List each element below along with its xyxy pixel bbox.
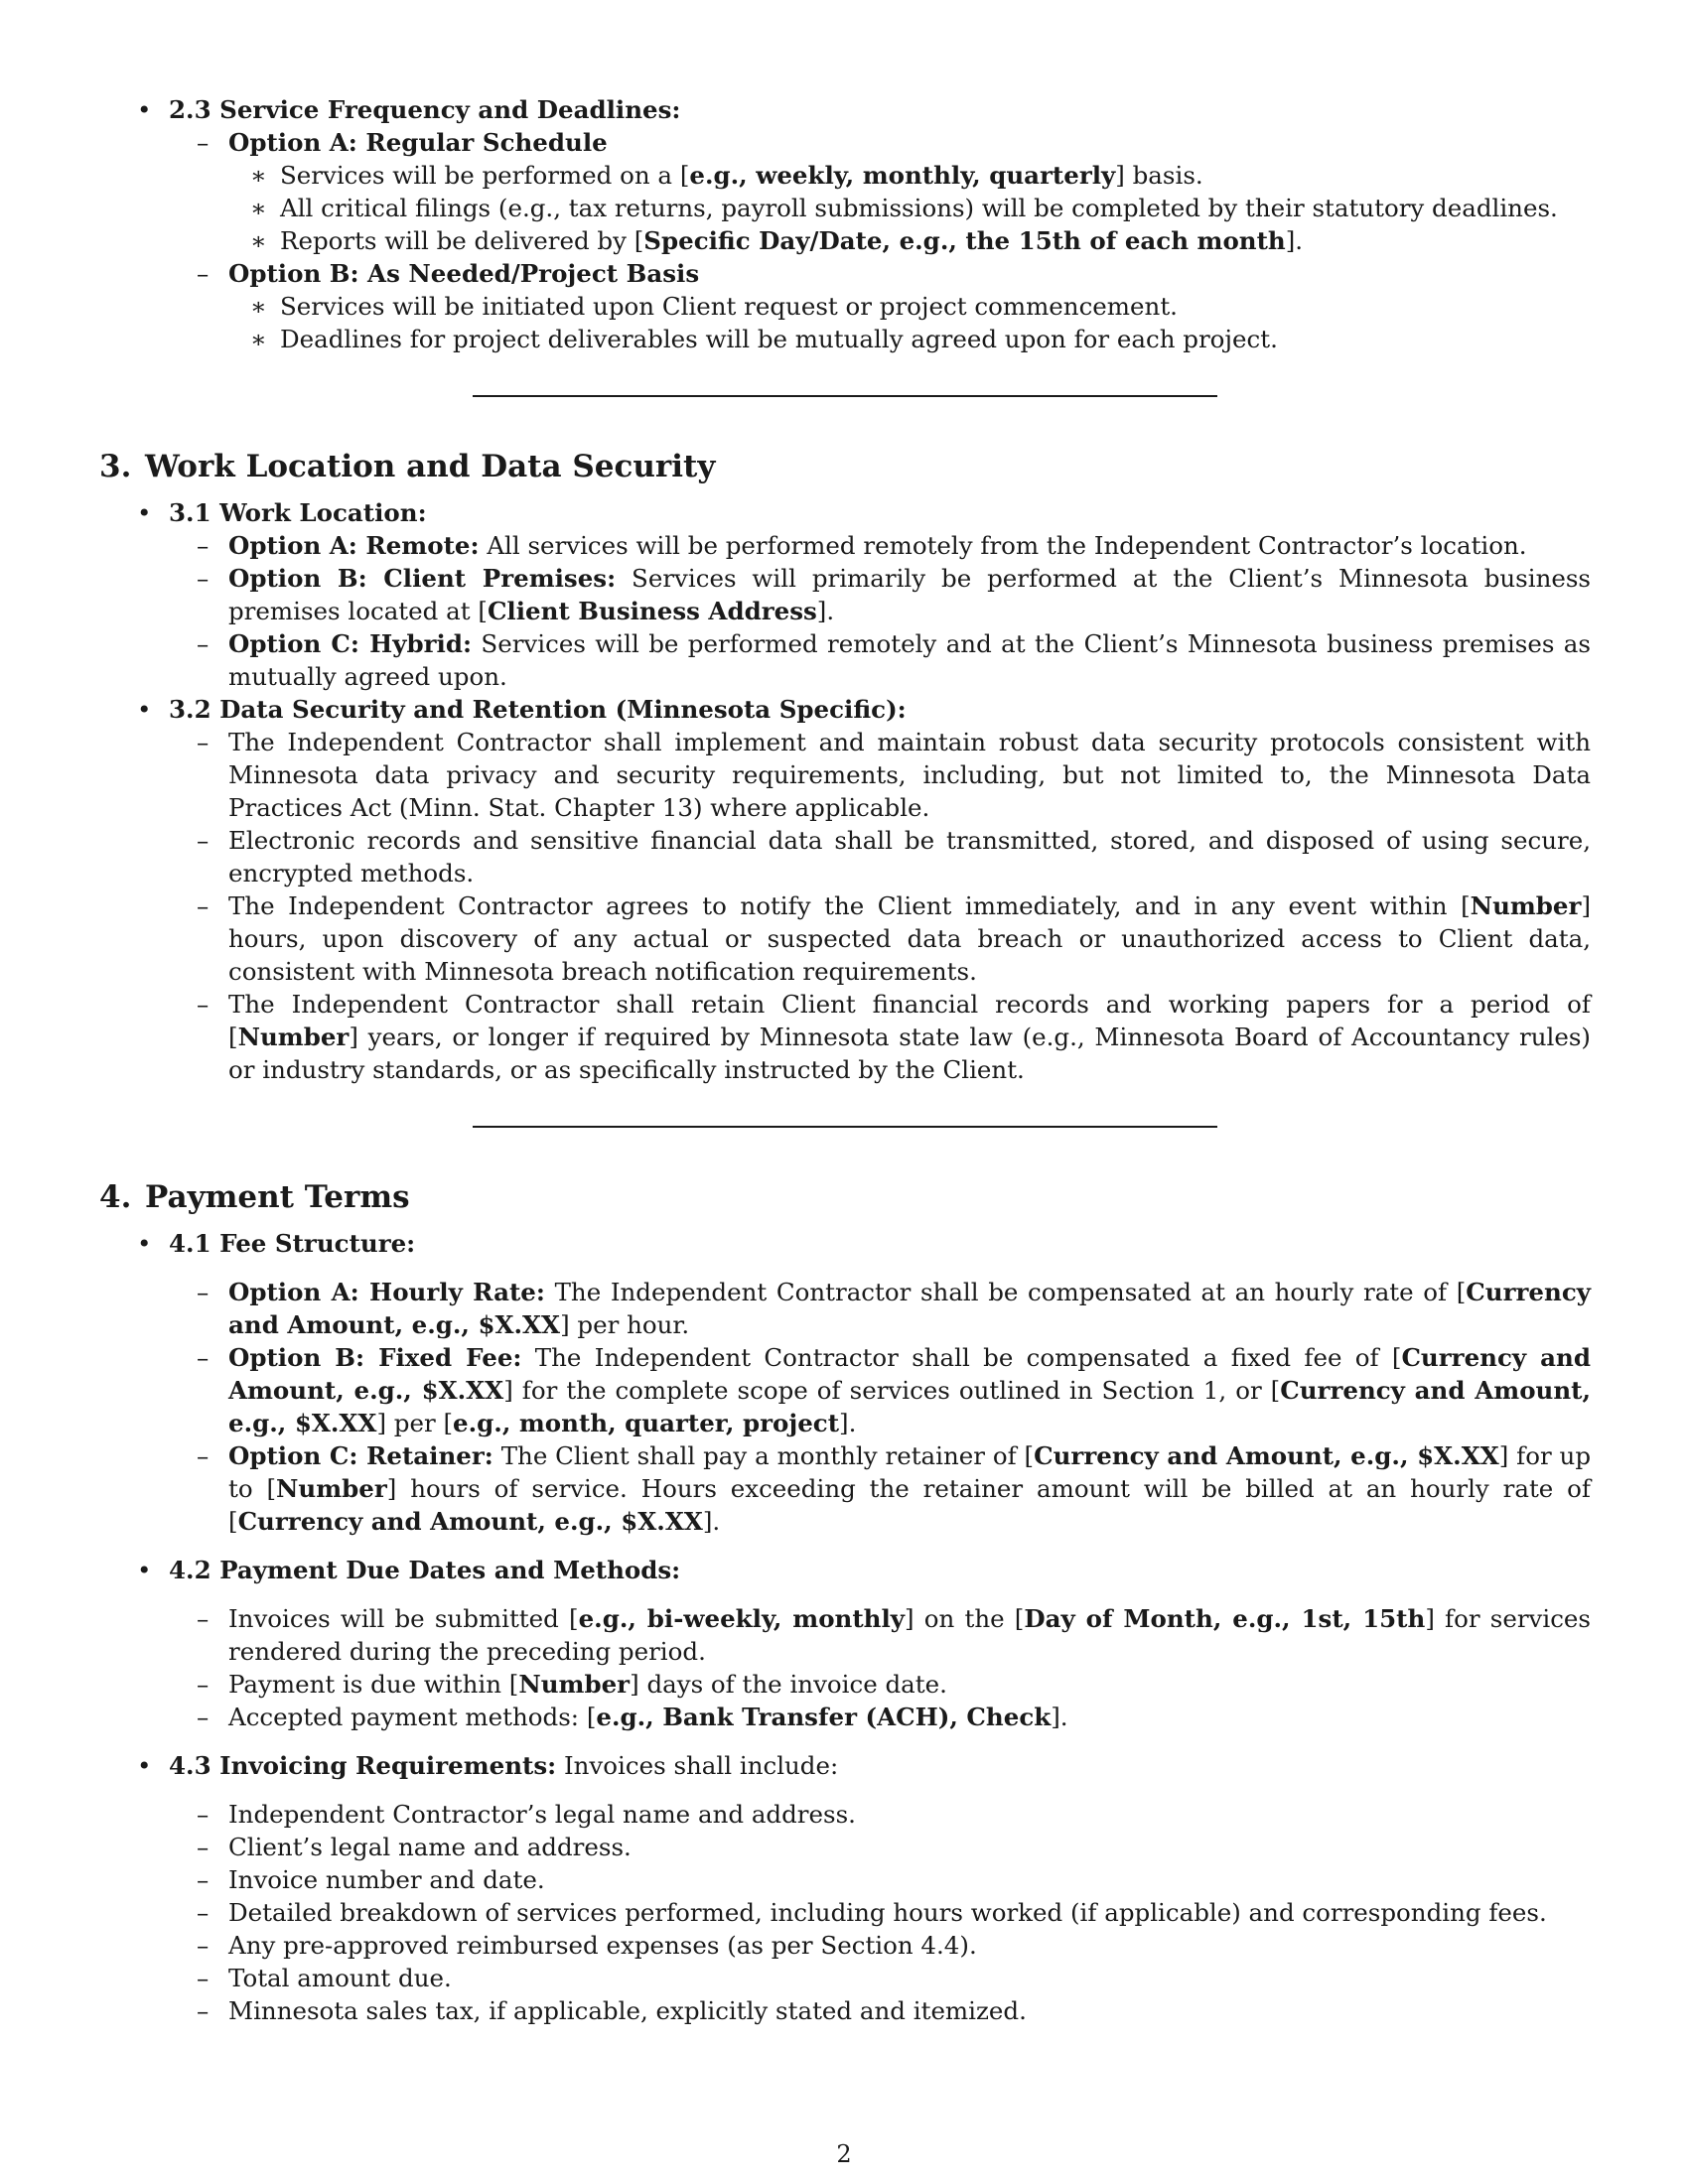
list-item: ∗ Services will be initiated upon Client request or project commencement.	[250, 292, 1178, 321]
list-item: – Payment is due within [Number] days of the invoice date.	[197, 1670, 947, 1699]
option-a-heading: – Option A: Regular Schedule	[197, 128, 608, 157]
list-item: – Option A: Hourly Rate: The Independent Contractor shall be compensated at an hourly rate of [Currency and Amount, e.g., $X.XX] per hour.	[197, 1278, 1591, 1339]
option-b-heading: – Option B: As Needed/Project Basis	[197, 259, 700, 288]
list-item: ∗ Reports will be delivered by [Specific Day/Date, e.g., the 15th of each month].	[250, 226, 1304, 255]
list-item: – Client’s legal name and address.	[197, 1833, 632, 1861]
section-2-3: • 2.3 Service Frequency and Deadlines:	[137, 95, 681, 124]
list-item: – Option B: Fixed Fee: The Independent Contractor shall be compensated a fixed fee of [Currency and Amount, e.g., $X.XX] for the complete scope of services outlined in Section 1, or [Currency and Amount, e.g., $X.XX] per [e.g., month, quarter, project].	[197, 1343, 1592, 1437]
list-item: – Independent Contractor’s legal name and address.	[197, 1800, 856, 1829]
list-item: ∗ All critical filings (e.g., tax returns, payroll submissions) will be completed by their statutory deadlines.	[250, 194, 1558, 222]
section-4-heading: 4. Payment Terms	[99, 1179, 410, 1215]
section-3-heading: 3. Work Location and Data Security	[99, 449, 716, 484]
list-item: – Invoice number and date.	[197, 1865, 545, 1894]
list-item: – The Independent Contractor shall implement and maintain robust data security protocols consistent with Minnesota data privacy and security requirements, including, but not limited to, the Minnesota Data Practices Act (Minn. Stat. Chapter 13) where applicable.	[197, 728, 1591, 822]
section-2-3-title: 2.3 Service Frequency and Deadlines:	[169, 95, 681, 124]
list-item: – Option C: Hybrid: Services will be performed remotely and at the Client’s Minnesota business premises as mutually agreed upon.	[197, 629, 1591, 691]
section-3-1: • 3.1 Work Location:	[137, 498, 427, 527]
section-4-1: • 4.1 Fee Structure:	[137, 1229, 416, 1258]
section-divider	[473, 1126, 1217, 1128]
list-item: – Option A: Remote: All services will be performed remotely from the Independent Contractor’s location.	[197, 531, 1527, 560]
section-divider	[473, 395, 1217, 397]
list-item: – Option B: Client Premises: Services will primarily be performed at the Client’s Minnesota business premises located at [Client Business Address].	[197, 564, 1591, 625]
section-4-3: • 4.3 Invoicing Requirements: Invoices shall include:	[137, 1751, 839, 1780]
list-item: – The Independent Contractor shall retain Client financial records and working papers for a period of [Number] years, or longer if required by Minnesota state law (e.g., Minnesota Board of Accountancy rules) or industry standards, or as specifically instructed by the Client.	[197, 990, 1591, 1084]
list-item: – Any pre-approved reimbursed expenses (as per Section 4.4).	[197, 1931, 977, 1960]
list-item: – Minnesota sales tax, if applicable, explicitly stated and itemized.	[197, 1996, 1027, 2025]
list-item: – Detailed breakdown of services performed, including hours worked (if applicable) and corresponding fees.	[197, 1898, 1547, 1927]
list-item: – Electronic records and sensitive financial data shall be transmitted, stored, and disposed of using secure, encrypted methods.	[197, 826, 1591, 887]
list-item: – Option C: Retainer: The Client shall pay a monthly retainer of [Currency and Amount, e.g., $X.XX] for up to [Number] hours of service. Hours exceeding the retainer amount will be billed at an hourly rate of [Currency and Amount, e.g., $X.XX].	[197, 1441, 1592, 1536]
list-item: ∗ Deadlines for project deliverables will be mutually agreed upon for each project.	[250, 325, 1278, 353]
list-item: – Accepted payment methods: [e.g., Bank Transfer (ACH), Check].	[197, 1703, 1068, 1731]
list-item: – Total amount due.	[197, 1964, 452, 1992]
page-content	[99, 93, 1591, 2027]
list-item: – Invoices will be submitted [e.g., bi-weekly, monthly] on the [Day of Month, e.g., 1st, 15th] for services rendered during the preceding period.	[197, 1604, 1591, 1666]
page-number: 2	[836, 2140, 852, 2168]
section-4-2: • 4.2 Payment Due Dates and Methods:	[137, 1556, 681, 1584]
list-item: – The Independent Contractor agrees to notify the Client immediately, and in any event within [Number] hours, upon discovery of any actual or suspected data breach or unauthorized access to Client data, consistent with Minnesota breach notification requirements.	[197, 891, 1591, 986]
section-3-2: • 3.2 Data Security and Retention (Minnesota Specific):	[137, 695, 907, 724]
list-item: ∗ Services will be performed on a [e.g., weekly, monthly, quarterly] basis.	[250, 161, 1203, 190]
